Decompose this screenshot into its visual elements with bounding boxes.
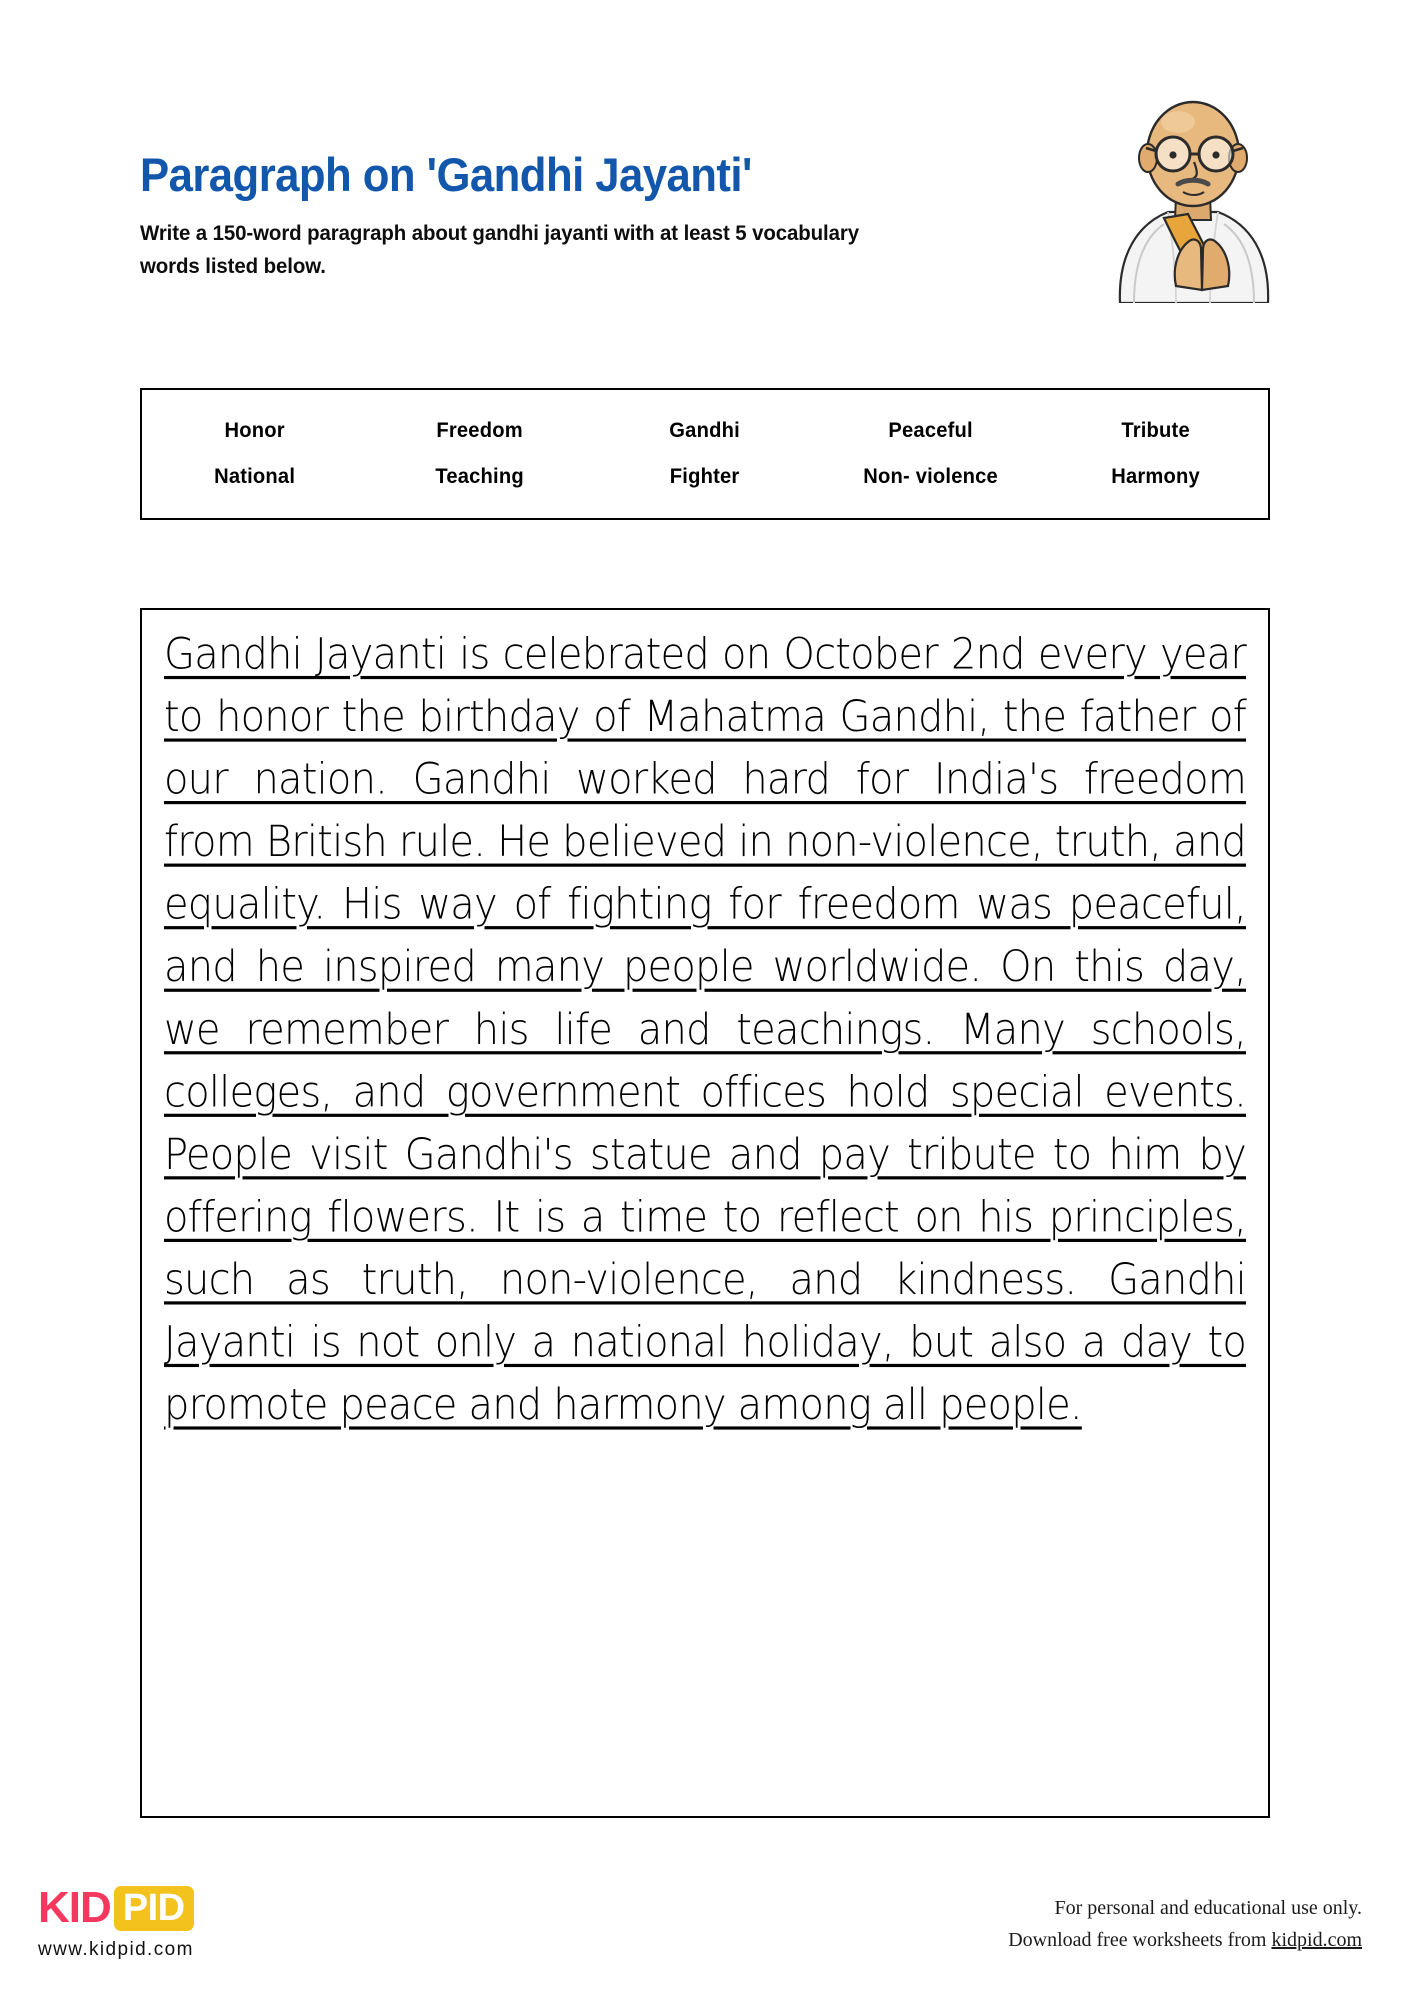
worksheet-header xyxy=(140,150,1040,283)
vocabulary-word: Teaching xyxy=(435,465,525,488)
worksheet-instructions: Write a 150-word paragraph about gandhi jayanti with at least 5 vocabulary words listed below. xyxy=(140,221,860,279)
footer-note-prefix: Download free worksheets from xyxy=(1008,1928,1272,1951)
vocabulary-word: Honor xyxy=(224,419,285,442)
footer-note-line-1: For personal and educational use only. xyxy=(1054,1897,1362,1919)
vocabulary-word-bank xyxy=(140,388,1270,520)
logo-wordmark xyxy=(38,1884,338,1932)
logo-pid-badge xyxy=(114,1886,194,1931)
answer-paragraph-text: Gandhi Jayanti is celebrated on October 2nd every year to honor the birthday of Mahatma Gandhi, the father of our nation. Gandhi worked hard for India's freedom from British rule. He believed in non-violence, truth, and equality. His way of fighting for freedom was peaceful, and he inspired many people worldwide. On this day, we remember his life and teachings. Many schools, colleges, and government offices hold special events. People visit Gandhi's statue and pay tribute to him by offering flowers. It is a time to reflect on his principles, such as truth, non-violence, and kindness. Gandhi Jayanti is not only a national holiday, but also a day to promote peace and harmony among all people. xyxy=(164,630,1246,1430)
page-title: Paragraph on 'Gandhi Jayanti' xyxy=(140,148,752,201)
vocabulary-word: Peaceful xyxy=(887,419,973,442)
vocabulary-word: Freedom xyxy=(436,419,524,442)
logo-pid-text: PID xyxy=(122,1886,185,1929)
vocabulary-word: Gandhi xyxy=(669,419,741,442)
vocabulary-word: Non- violence xyxy=(862,465,998,488)
vocabulary-word: National xyxy=(214,465,296,488)
answer-paragraph-box[interactable] xyxy=(140,608,1270,1818)
footer-note-line-2 xyxy=(1008,1925,1362,1957)
kidpid-link[interactable]: kidpid.com xyxy=(1271,1928,1362,1951)
footer-usage-note xyxy=(1008,1893,1362,1956)
vocabulary-word: Harmony xyxy=(1111,465,1200,488)
logo-kid-text: KID xyxy=(38,1883,111,1932)
vocabulary-word: Tribute xyxy=(1121,419,1190,442)
vocabulary-row xyxy=(142,465,1268,489)
gandhi-namaste-illustration xyxy=(1068,78,1318,303)
logo-website-url: www.kidpid.com xyxy=(38,1939,194,1960)
kidpid-logo xyxy=(38,1884,338,1961)
vocabulary-row xyxy=(142,419,1268,443)
vocabulary-word: Fighter xyxy=(670,465,740,488)
